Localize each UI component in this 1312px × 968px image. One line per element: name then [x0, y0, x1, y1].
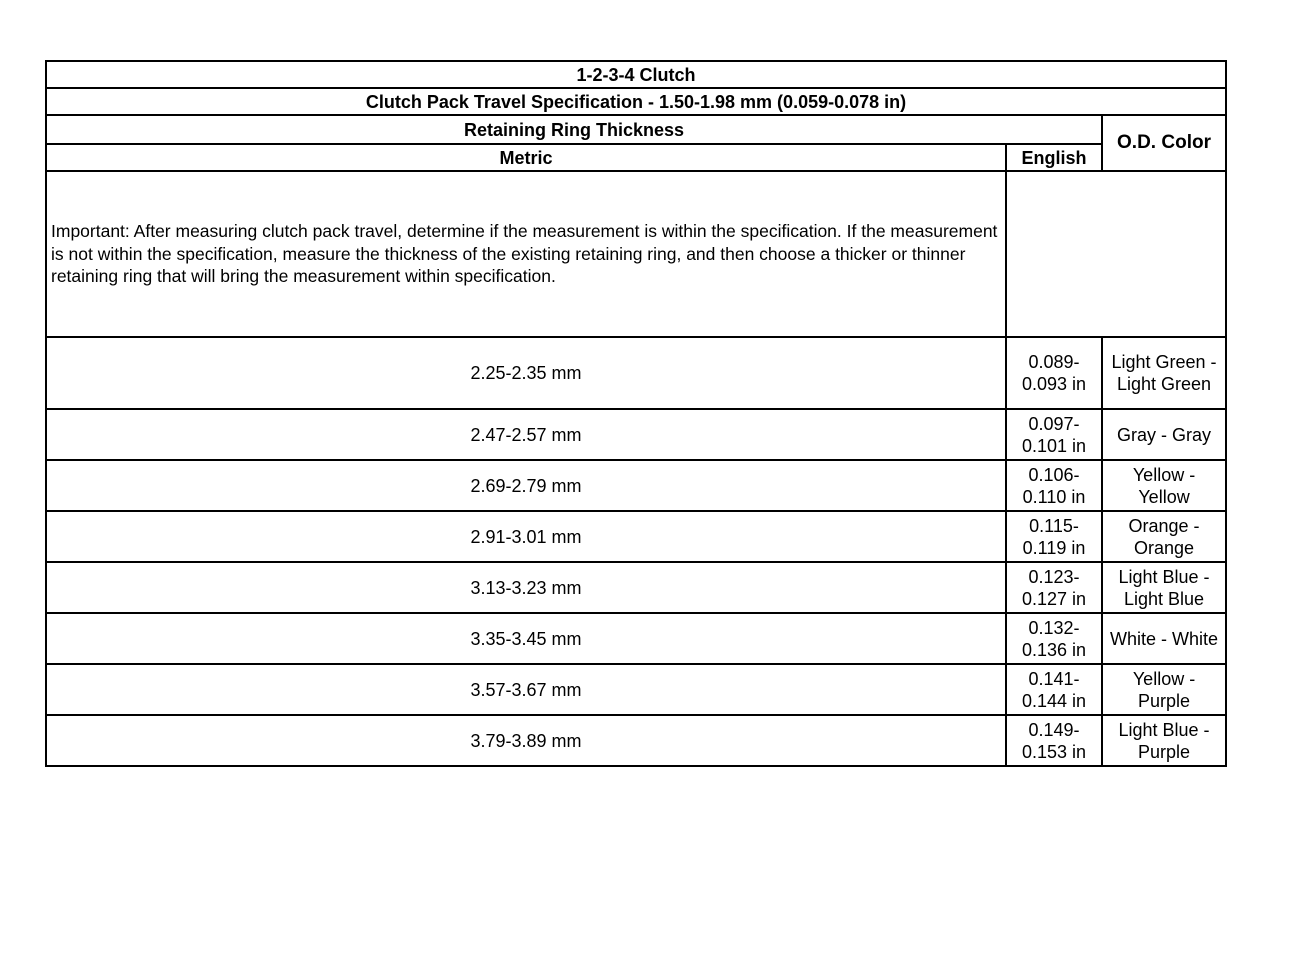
od-color-header: O.D. Color [1102, 115, 1226, 171]
english-cell: 0.097-0.101 in [1006, 409, 1102, 460]
english-cell: 0.123-0.127 in [1006, 562, 1102, 613]
important-note-row [46, 171, 1226, 337]
color-cell: Gray - Gray [1102, 409, 1226, 460]
english-cell: 0.149-0.153 in [1006, 715, 1102, 766]
metric-cell: 2.91-3.01 mm [46, 511, 1006, 562]
table-row [46, 664, 1226, 715]
metric-cell: 3.13-3.23 mm [46, 562, 1006, 613]
metric-header: Metric [46, 144, 1006, 171]
retaining-ring-thickness-header: Retaining Ring Thickness [46, 115, 1102, 144]
table-row [46, 562, 1226, 613]
english-cell: 0.132-0.136 in [1006, 613, 1102, 664]
metric-cell: 2.25-2.35 mm [46, 337, 1006, 409]
table-row [46, 613, 1226, 664]
metric-cell: 3.35-3.45 mm [46, 613, 1006, 664]
table-row [46, 337, 1226, 409]
metric-cell: 2.69-2.79 mm [46, 460, 1006, 511]
unit-header-row [46, 144, 1226, 171]
empty-note-cell [1006, 171, 1226, 337]
table-title: 1-2-3-4 Clutch [46, 61, 1226, 88]
table-row [46, 715, 1226, 766]
english-cell: 0.106-0.110 in [1006, 460, 1102, 511]
important-note: Important: After measuring clutch pack travel, determine if the measurement is within the specification. If the measurement is not within the specification, measure the thickness of the existing retaining ring, and then choose a thicker or thinner retaining ring that will bring the measurement within specification. [46, 171, 1006, 337]
color-cell: Yellow - Yellow [1102, 460, 1226, 511]
english-cell: 0.141-0.144 in [1006, 664, 1102, 715]
table-subtitle: Clutch Pack Travel Specification - 1.50-1.98 mm (0.059-0.078 in) [46, 88, 1226, 115]
metric-cell: 2.47-2.57 mm [46, 409, 1006, 460]
title-row [46, 61, 1226, 88]
color-cell: Light Blue - Light Blue [1102, 562, 1226, 613]
color-cell: Yellow - Purple [1102, 664, 1226, 715]
metric-cell: 3.79-3.89 mm [46, 715, 1006, 766]
color-cell: Light Green - Light Green [1102, 337, 1226, 409]
group-header-row [46, 115, 1226, 144]
metric-cell: 3.57-3.67 mm [46, 664, 1006, 715]
english-cell: 0.115-0.119 in [1006, 511, 1102, 562]
table-row [46, 409, 1226, 460]
color-cell: Light Blue - Purple [1102, 715, 1226, 766]
table-row [46, 460, 1226, 511]
table-row [46, 511, 1226, 562]
english-cell: 0.089-0.093 in [1006, 337, 1102, 409]
retaining-ring-spec-table [45, 60, 1227, 767]
color-cell: Orange - Orange [1102, 511, 1226, 562]
color-cell: White - White [1102, 613, 1226, 664]
subtitle-row [46, 88, 1226, 115]
english-header: English [1006, 144, 1102, 171]
